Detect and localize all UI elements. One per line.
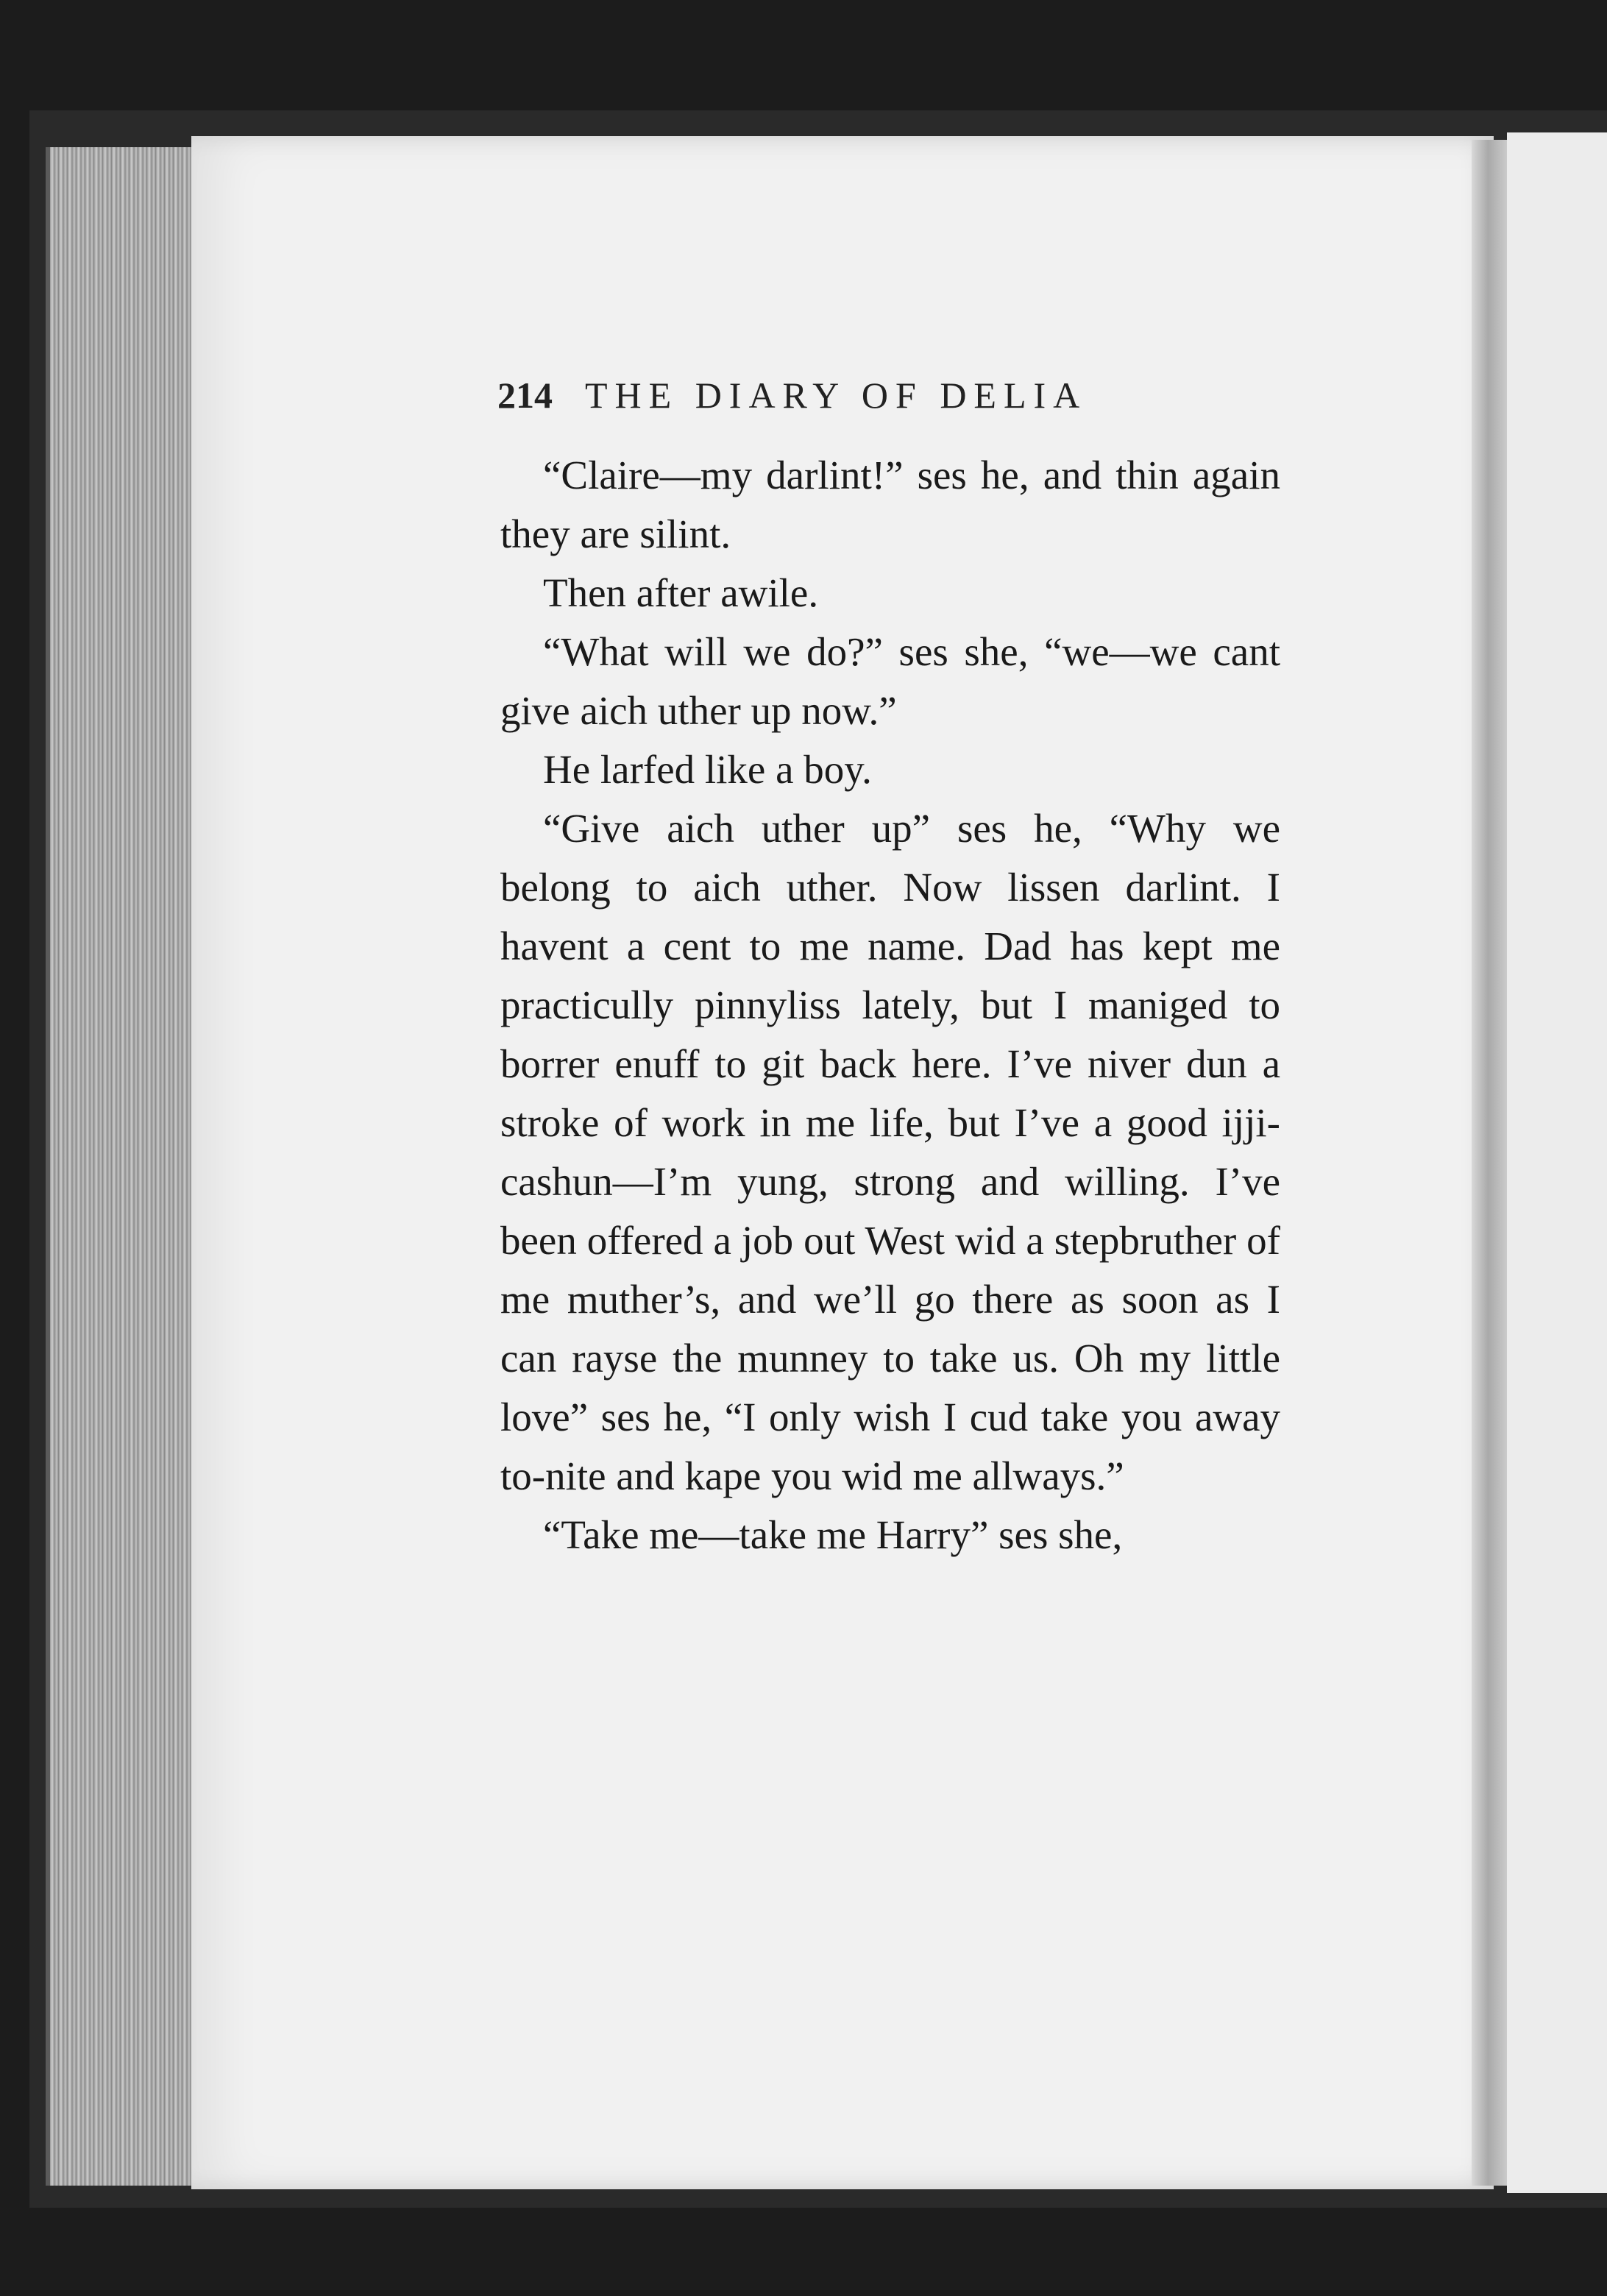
body-text — [500, 446, 1280, 1565]
page-number: 214 — [497, 375, 553, 416]
paragraph: He larfed like a boy. — [543, 747, 872, 792]
book-title: THE DIARY OF DELIA — [585, 375, 1088, 416]
facing-page-edge — [1507, 132, 1607, 2193]
paragraph: “Claire—my darlint!” ses he, and thin again they are silint. — [500, 453, 1280, 556]
paragraph: “Give aich uther up” ses he, “Why we belong to aich uther. Now lissen darlint. I havent a cent to me name. Dad has kept me practicully pinnyliss lately, but I maniged to borrer enuff to git back here. I’ve niver dun a stroke of work in me life, but I’ve a good ijji-cashun—I’m yung, strong and willing. I’ve been offered a job out West wid a stepbruther of me muther’s, and we’ll go there as soon as I can rayse the munney to take us. Oh my little love” ses he, “I only wish I cud take you away to-nite and kape you wid me allways.” — [500, 806, 1280, 1498]
book-gutter — [1472, 140, 1508, 2186]
paragraph: Then after awile. — [543, 570, 819, 615]
paragraph: “What will we do?” ses she, “we—we cant give aich uther up now.” — [500, 629, 1280, 733]
book-page-edges — [46, 147, 205, 2186]
paragraph: “Take me—take me Harry” ses she, — [543, 1512, 1123, 1557]
running-head — [497, 374, 1307, 417]
